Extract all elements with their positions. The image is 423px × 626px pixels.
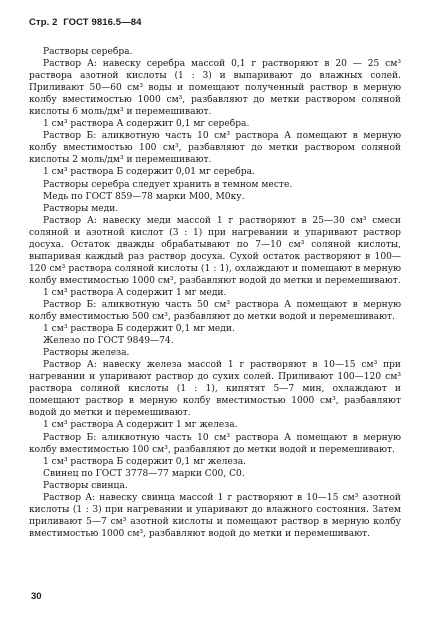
heading-silver-solutions: Растворы серебра. — [43, 47, 133, 57]
paragraph: Железо по ГОСТ 9849—74. — [43, 336, 174, 347]
heading-copper-solutions: Растворы меди. — [43, 203, 119, 214]
paragraph: Свинец по ГОСТ 3778—77 марки С00, С0. — [43, 468, 245, 479]
paragraph: 1 см³ раствора А содержит 1 мг железа. — [43, 420, 238, 431]
paragraph: Раствор Б: аликвотную часть 10 см³ раствора А помещают в мерную колбу вместимостью 100 см³, разбавляют до метки раствором соляной кислоты 2 моль/дм³ и перемешивают. — [29, 131, 401, 166]
paragraph: 1 см³ раствора Б содержит 0,1 мг меди. — [43, 324, 235, 335]
paragraph: Растворы серебра следует хранить в темном месте. — [43, 179, 293, 190]
paragraph: Раствор А: навеску железа массой 1 г растворяют в 10—15 см³ при нагревании и упаривают раствор до сухих солей. Приливают 100—120 см³ раствора соляной кислоты (1 : 1), кипятят 5—7 мин, охлаждают и помещают раствор в мерную колбу вместимостью 1000 см³, разбавляют водой до метки и перемешивают. — [29, 360, 401, 419]
heading-lead-solutions: Растворы свинца. — [43, 480, 128, 491]
page-header — [29, 17, 401, 28]
standard-number: ГОСТ 9816.5—84 — [63, 17, 142, 28]
paragraph: 1 см³ раствора Б содержит 0,01 мг серебра. — [43, 167, 255, 178]
paragraph: Раствор А: навеску серебра массой 0,1 г растворяют в 20 — 25 см³ раствора азотной кислоты (1 : 3) и выпаривают до влажных солей. Приливают 50—60 см³ воды и помещают полученный раствор в мерную колбу вместимостью 1000 см³, разбавляют до метки раствором соляной кислоты 6 моль/дм³ и перемешивают. — [29, 59, 401, 118]
paragraph: Раствор Б: аликвотную часть 50 см³ раствора А помещают в мерную колбу вместимостью 500 см³, разбавляют до метки водой и перемешивают. — [29, 299, 401, 323]
paragraph: Раствор А: навеску меди массой 1 г растворяют в 25—30 см³ смеси соляной и азотной кислот (3 : 1) при нагревании и упаривают раствор досуха. Остаток дважды обрабатывают по 7—10 см³ соляной кислоты, выпаривая каждый раз раствор досуха. Сухой остаток растворяют в 100—120 см³ раствора соляной кислоты (1 : 1), охлаждают и помещают в мерную колбу вместимостью 1000 см³, разбавляют водой до метки и перемешивают. — [29, 215, 401, 286]
paragraph: 1 см³ раствора А содержит 0,1 мг серебра. — [43, 119, 250, 130]
paragraph: 1 см³ раствора А содержит 1 мг меди. — [43, 287, 227, 298]
page-number: 30 — [31, 591, 42, 602]
body-text — [29, 46, 401, 540]
page-label: Стр. 2 — [29, 17, 58, 28]
paragraph: Раствор А: навеску свинца массой 1 г растворяют в 10—15 см³ азотной кислоты (1 : 3) при нагревании и упаривают до влажного состояния. Затем приливают 5—7 см³ азотной кислоты и помещают раствор в мерную колбу вместимостью 1000 см³, разбавляют водой до метки и перемешивают. — [29, 492, 401, 539]
paragraph: Раствор Б: аликвотную часть 10 см³ раствора А помещают в мерную колбу вместимостью 100 см³, разбавляют до метки водой и перемешивают. — [29, 432, 401, 455]
heading-iron-solutions: Растворы железа. — [43, 348, 130, 359]
paragraph: Медь по ГОСТ 859—78 марки М00, М0ку. — [43, 191, 245, 202]
paragraph: 1 см³ раствора Б содержит 0,1 мг железа. — [43, 456, 247, 467]
